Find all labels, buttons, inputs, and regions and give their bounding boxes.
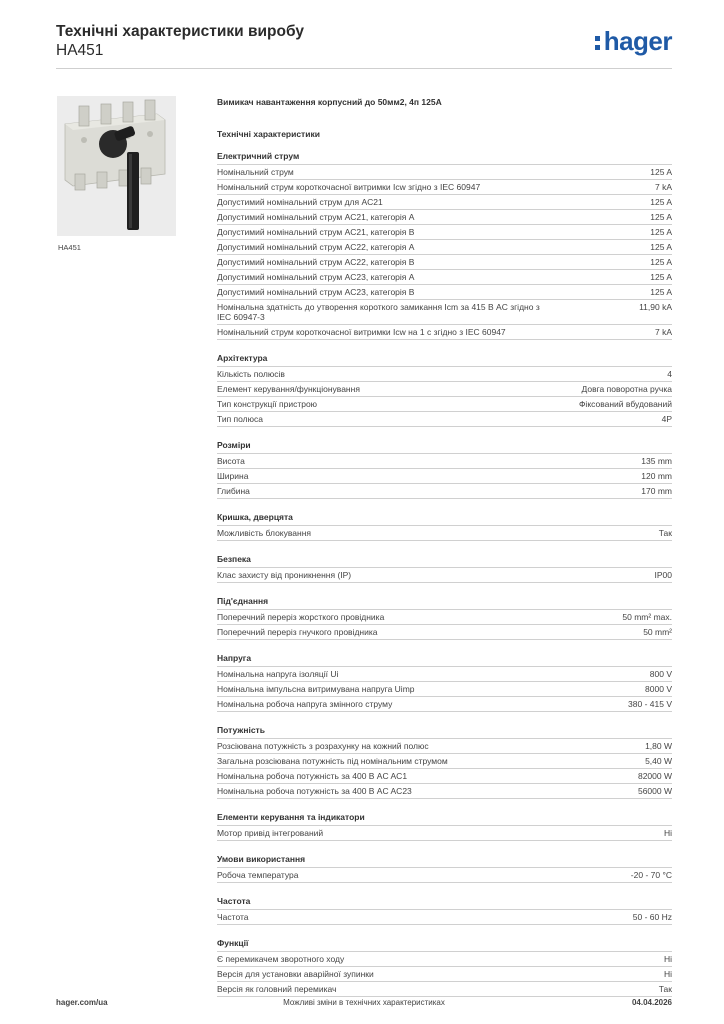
product-description: Вимикач навантаження корпусний до 50мм2, 4п 125А <box>217 97 442 107</box>
spec-row <box>217 967 672 982</box>
spec-value: 50 mm² max. <box>622 612 672 622</box>
spec-section <box>217 938 672 997</box>
section-title: Електричний струм <box>217 151 672 165</box>
spec-value: 125 A <box>650 227 672 237</box>
spec-value: 11,90 kA <box>639 302 672 312</box>
spec-value: Довга поворотна ручка <box>581 384 672 394</box>
spec-content <box>217 96 672 1010</box>
spec-label: Мотор привід інтегрований <box>217 828 324 838</box>
spec-row <box>217 769 672 784</box>
spec-row <box>217 469 672 484</box>
spec-label: Версія для установки аварійної зупинки <box>217 969 374 979</box>
spec-label: Поперечний переріз жорсткого провідника <box>217 612 385 622</box>
header-divider <box>56 68 672 69</box>
spec-label: Номінальна імпульсна витримувана напруга Uimp <box>217 684 415 694</box>
spec-label: Висота <box>217 456 245 466</box>
spec-label: Поперечний переріз гнучкого провідника <box>217 627 378 637</box>
footer-date: 04.04.2026 <box>631 998 672 1007</box>
spec-section <box>217 596 672 640</box>
spec-row <box>217 300 672 325</box>
spec-section <box>217 653 672 712</box>
section-title: Безпека <box>217 554 672 568</box>
spec-label: Номінальний струм короткочасної витримки Icw згідно з IEC 60947 <box>217 182 481 192</box>
spec-row <box>217 412 672 427</box>
spec-row <box>217 982 672 997</box>
spec-section <box>217 440 672 499</box>
section-title: Частота <box>217 896 672 910</box>
section-title: Функції <box>217 938 672 952</box>
spec-row <box>217 165 672 180</box>
spec-value: Hi <box>663 954 672 964</box>
spec-row <box>217 682 672 697</box>
spec-label: Допустимий номінальний струм AC21, категорія A <box>217 212 415 222</box>
spec-value: -20 - 70 °C <box>630 870 672 880</box>
spec-value: 4 <box>667 369 672 379</box>
spec-label: Клас захисту від проникнення (IP) <box>217 570 352 580</box>
spec-value: 8000 V <box>645 684 672 694</box>
spec-label: Елемент керування/функціонування <box>217 384 360 394</box>
spec-row <box>217 270 672 285</box>
switch-disconnector-illustration <box>57 96 176 236</box>
spec-value: 380 - 415 V <box>628 699 672 709</box>
section-title: Елементи керування та індикатори <box>217 812 672 826</box>
spec-value: 170 mm <box>641 486 672 496</box>
spec-row <box>217 739 672 754</box>
spec-label: Номінальна робоча потужність за 400 В AC AC23 <box>217 786 412 796</box>
spec-section <box>217 554 672 583</box>
spec-value: 120 mm <box>641 471 672 481</box>
spec-label: Допустимий номінальний струм AC23, категорія B <box>217 287 415 297</box>
spec-label: Допустимий номінальний струм AC22, категорія B <box>217 257 415 267</box>
page-title: Технічні характеристики виробу <box>56 23 304 40</box>
spec-value: 125 A <box>650 242 672 252</box>
spec-section <box>217 725 672 799</box>
spec-value: 135 mm <box>641 456 672 466</box>
section-title: Розміри <box>217 440 672 454</box>
spec-value: 800 V <box>649 669 672 679</box>
spec-label: Можливість блокування <box>217 528 312 538</box>
spec-label: Допустимий номінальний струм AC23, категорія A <box>217 272 415 282</box>
spec-label: Тип конструкції пристрою <box>217 399 318 409</box>
spec-label: Допустимий номінальний струм AC21, категорія B <box>217 227 415 237</box>
spec-row <box>217 285 672 300</box>
spec-row <box>217 397 672 412</box>
spec-row <box>217 610 672 625</box>
spec-value: Hi <box>663 969 672 979</box>
spec-row <box>217 784 672 799</box>
spec-label: Ширина <box>217 471 249 481</box>
spec-value: 50 - 60 Hz <box>632 912 672 922</box>
spec-label: Розсіювана потужність з розрахунку на кожний полюс <box>217 741 429 751</box>
spec-value: 125 A <box>650 272 672 282</box>
spec-label: Тип полюса <box>217 414 263 424</box>
spec-label: Допустимий номінальний струм AC22, категорія A <box>217 242 415 252</box>
hager-logo <box>595 26 672 57</box>
spec-value: 7 kA <box>654 327 672 337</box>
spec-label: Є перемикачем зворотного ходу <box>217 954 345 964</box>
spec-value: 56000 W <box>637 786 672 796</box>
spec-row <box>217 325 672 340</box>
product-code: HA451 <box>56 42 104 59</box>
spec-row <box>217 210 672 225</box>
section-title: Напруга <box>217 653 672 667</box>
product-image <box>57 96 176 236</box>
spec-value: 125 A <box>650 167 672 177</box>
spec-value: 5,40 W <box>645 756 672 766</box>
spec-value: 125 A <box>650 287 672 297</box>
spec-row <box>217 225 672 240</box>
footer-website: hager.com/ua <box>56 998 108 1007</box>
spec-row <box>217 484 672 499</box>
spec-row <box>217 180 672 195</box>
section-title: Під'єднання <box>217 596 672 610</box>
spec-value: Фіксований вбудований <box>578 399 672 409</box>
footer-note: Можливі зміни в технічних характеристиках <box>283 998 445 1007</box>
image-caption: HA451 <box>58 243 81 252</box>
spec-value: 7 kA <box>654 182 672 192</box>
spec-row <box>217 240 672 255</box>
spec-value: 125 A <box>650 257 672 267</box>
spec-row <box>217 910 672 925</box>
spec-value: Так <box>658 984 672 994</box>
spec-label: Номінальний струм короткочасної витримки Icw на 1 с згідно з IEC 60947 <box>217 327 506 337</box>
spec-section <box>217 151 672 340</box>
section-title: Умови використання <box>217 854 672 868</box>
spec-value: IP00 <box>654 570 672 580</box>
spec-row <box>217 454 672 469</box>
spec-row <box>217 697 672 712</box>
spec-sections <box>217 151 672 997</box>
spec-row <box>217 195 672 210</box>
spec-label: Номінальна робоча напруга змінного струму <box>217 699 393 709</box>
spec-section <box>217 854 672 883</box>
page-header <box>56 22 672 66</box>
spec-row <box>217 667 672 682</box>
spec-row <box>217 754 672 769</box>
spec-row <box>217 568 672 583</box>
spec-label: Номінальна робоча потужність за 400 В AC AC1 <box>217 771 408 781</box>
spec-value: 1,80 W <box>645 741 672 751</box>
section-title: Кришка, дверцята <box>217 512 672 526</box>
spec-value: 125 A <box>650 197 672 207</box>
spec-label: Номінальний струм <box>217 167 294 177</box>
spec-label: Номінальна здатність до утворення короткого замикання Icm за 415 В AC згідно з IEC 60947-3 <box>217 302 540 322</box>
spec-row <box>217 526 672 541</box>
spec-row <box>217 625 672 640</box>
spec-row <box>217 868 672 883</box>
spec-label: Кількість полюсів <box>217 369 285 379</box>
spec-row <box>217 382 672 397</box>
logo-mark-icon <box>595 34 601 52</box>
spec-section <box>217 812 672 841</box>
spec-label: Допустимий номінальний струм для AC21 <box>217 197 383 207</box>
spec-heading: Технічні характеристики <box>217 129 320 139</box>
spec-label: Глибина <box>217 486 250 496</box>
spec-row <box>217 826 672 841</box>
logo-text: hager <box>603 26 672 56</box>
section-title: Архітектура <box>217 353 672 367</box>
spec-value: 50 mm² <box>643 627 672 637</box>
spec-value: 82000 W <box>637 771 672 781</box>
spec-label: Частота <box>217 912 249 922</box>
spec-label: Версія як головний перемикач <box>217 984 337 994</box>
spec-row <box>217 367 672 382</box>
spec-value: 4P <box>661 414 672 424</box>
spec-section <box>217 512 672 541</box>
spec-section <box>217 353 672 427</box>
spec-label: Номінальна напруга ізоляції Ui <box>217 669 339 679</box>
spec-row <box>217 952 672 967</box>
spec-label: Загальна розсіювана потужність під номінальним струмом <box>217 756 448 766</box>
spec-value: 125 A <box>650 212 672 222</box>
spec-value: Так <box>658 528 672 538</box>
section-title: Потужність <box>217 725 672 739</box>
spec-value: Hi <box>663 828 672 838</box>
spec-row <box>217 255 672 270</box>
spec-label: Робоча температура <box>217 870 299 880</box>
spec-section <box>217 896 672 925</box>
